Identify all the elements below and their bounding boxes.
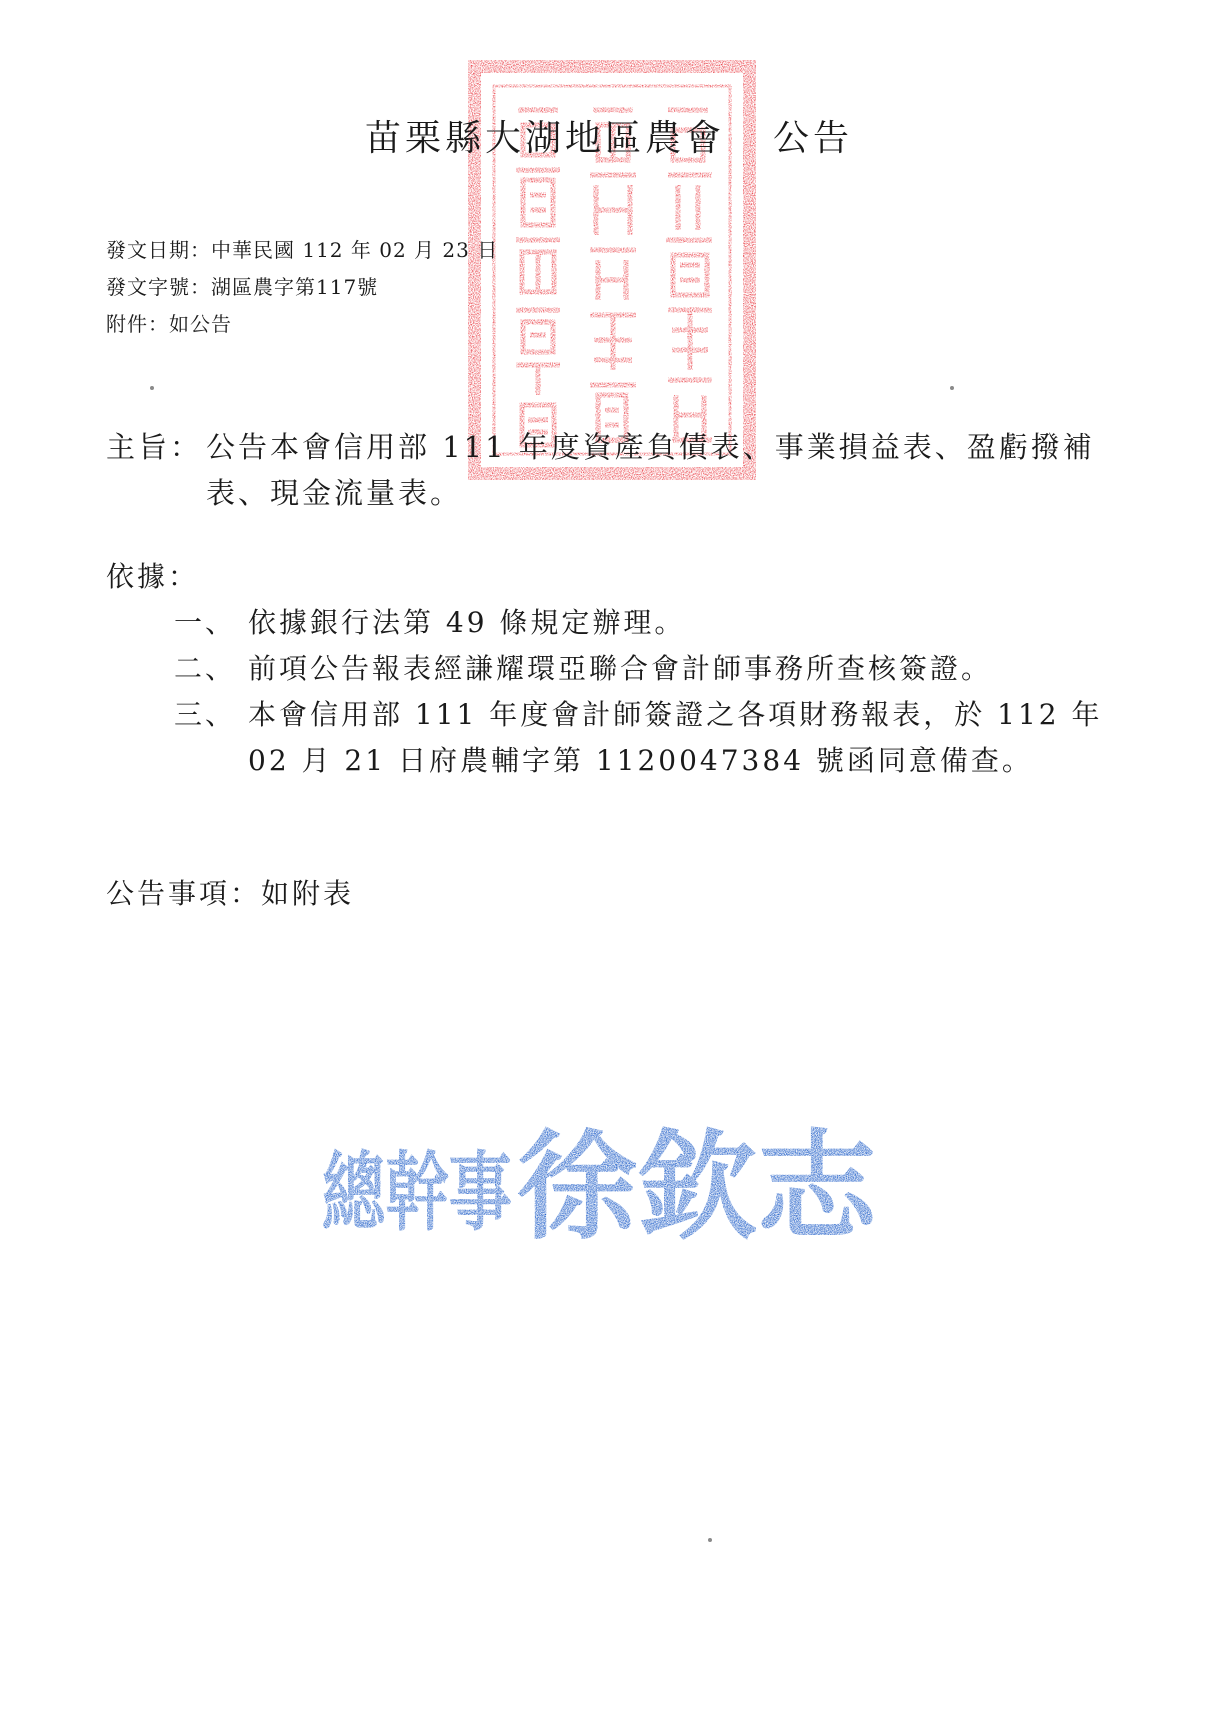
basis-item bbox=[106, 646, 1126, 692]
notice-label: 公告事項： bbox=[106, 877, 262, 910]
notice-value: 如附表 bbox=[261, 877, 355, 910]
scan-speck bbox=[150, 386, 154, 390]
reference-number-value: 湖區農字第117號 bbox=[211, 275, 379, 299]
basis-item-text: 前項公告報表經謙耀環亞聯合會計師事務所查核簽證。 bbox=[248, 652, 993, 685]
basis-item bbox=[106, 600, 1126, 646]
scan-speck bbox=[950, 386, 954, 390]
subject-text-1: 公告本會信用部 111 年度資產負債表、事業損益表、盈虧撥補 bbox=[206, 430, 1095, 464]
basis-item-text: 本會信用部 111 年度會計師簽證之各項財務報表，於 112 年 02 月 21 日府農輔字第 1120047384 號函同意備查。 bbox=[248, 698, 1103, 777]
document-meta bbox=[106, 232, 498, 343]
basis-item-number: 三、 bbox=[174, 698, 237, 731]
basis-section bbox=[106, 554, 1126, 784]
signature-name-glyphs: 徐欽志 bbox=[517, 1118, 880, 1250]
organization-name: 苗栗縣大湖地區農會 bbox=[364, 118, 725, 159]
subject-text-2: 表、現金流量表。 bbox=[206, 476, 463, 510]
notice-section bbox=[106, 872, 354, 912]
issue-date-label: 發文日期： bbox=[106, 238, 211, 262]
basis-item-number: 一、 bbox=[174, 606, 237, 639]
signature-stamp bbox=[322, 1110, 882, 1250]
reference-number-row bbox=[106, 269, 498, 306]
issue-date-row bbox=[106, 232, 498, 269]
scan-speck bbox=[708, 1538, 712, 1542]
subject-label: 主旨： bbox=[106, 430, 203, 464]
attachment-label: 附件： bbox=[106, 312, 169, 336]
basis-item-text: 依據銀行法第 49 條規定辦理。 bbox=[248, 606, 686, 639]
subject-line-1 bbox=[106, 424, 1126, 470]
attachment-row bbox=[106, 306, 498, 343]
signature-title-glyphs: 總幹事 bbox=[322, 1142, 512, 1243]
attachment-value: 如公告 bbox=[169, 312, 232, 336]
reference-number-label: 發文字號： bbox=[106, 275, 211, 299]
basis-item-number: 二、 bbox=[174, 652, 237, 685]
basis-list bbox=[106, 600, 1126, 784]
basis-item bbox=[106, 692, 1126, 784]
basis-heading: 依據： bbox=[106, 560, 200, 593]
issue-date-value: 中華民國 112 年 02 月 23 日 bbox=[211, 238, 499, 262]
page-title bbox=[0, 110, 1218, 161]
document-type: 公告 bbox=[773, 118, 854, 159]
subject-section bbox=[106, 424, 1126, 516]
